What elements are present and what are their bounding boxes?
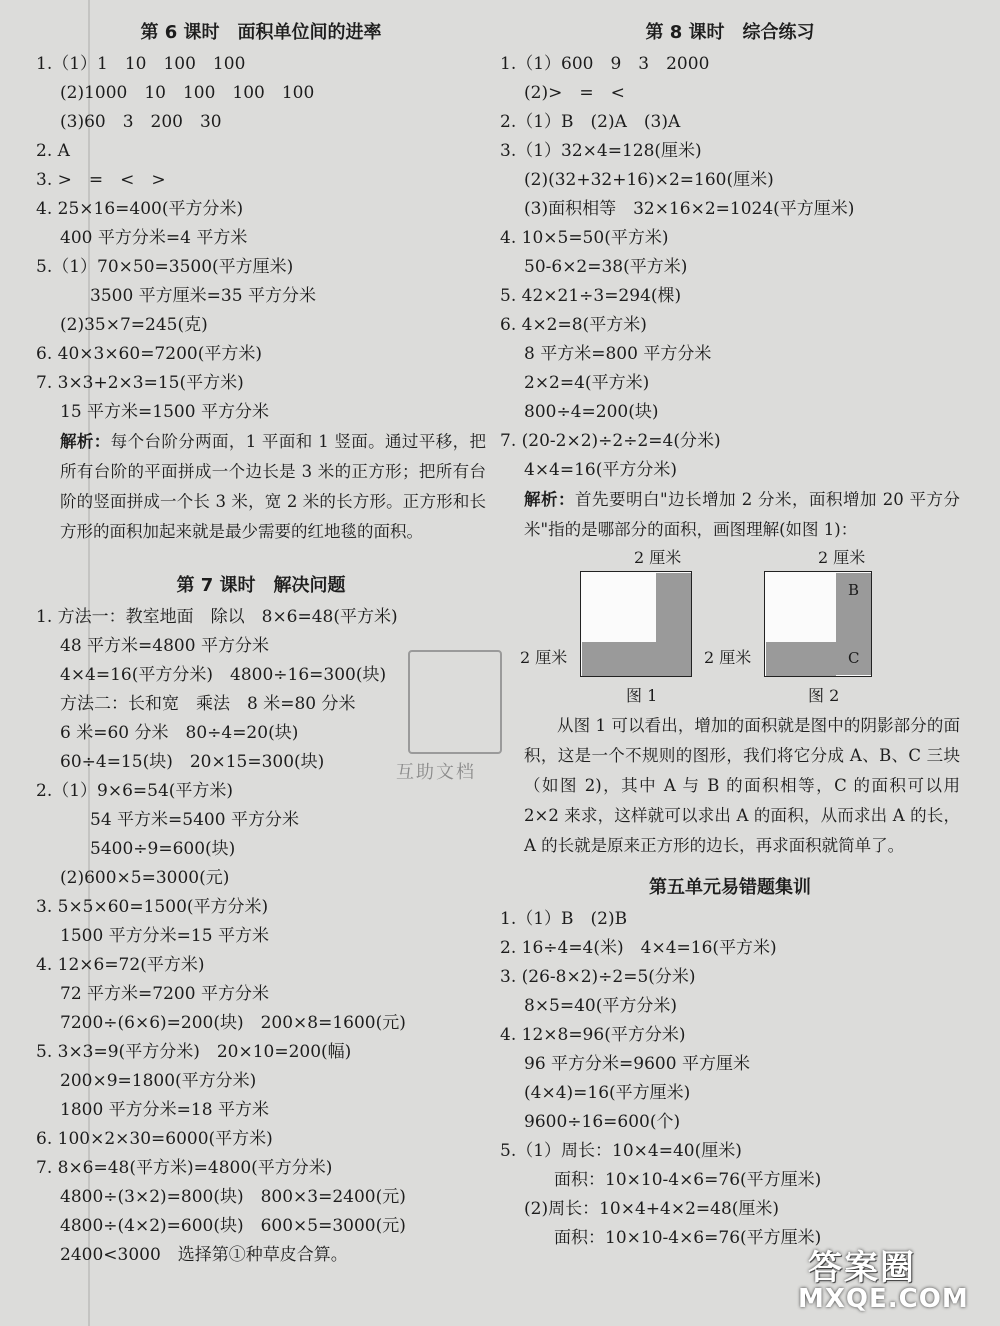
answer-line: 5.（1）周长：10×4=40(厘米) [500,1141,742,1161]
answer-line: 2.（1）B (2)A (3)A [500,112,681,132]
answer-line: 2400<3000 选择第①种草皮合算。 [60,1245,348,1265]
fig1-caption: 图 1 [626,686,658,705]
fig2-label-c: C [848,649,860,667]
analysis-tag: 解析： [60,432,111,451]
answer-line: 2. 16÷4=4(米) 4×4=16(平方米) [500,938,777,958]
answer-line: 3. > = < > [36,170,166,190]
answer-line: 4. 10×5=50(平方米) [500,228,669,248]
logo-domain: MXQE.COM [798,1284,969,1314]
answer-line: 5400÷9=600(块) [90,839,236,859]
answer-line: 2.（1）9×6=54(平方米) [36,781,234,801]
answer-line: 面积：10×10-4×6=76(平方厘米) [554,1170,822,1190]
answer-line: (2)> = < [524,83,625,103]
fig2-left-label: 2 厘米 [704,648,752,667]
lesson-8-explanation: 从图 1 可以看出，增加的面积就是图中的阴影部分的面积，这是一个不规则的图形，我们将它分成 A、B、C 三块（如图 2)，其中 A 与 B 的面积相等，C 的面积可以用 2×2 来求，这样就可以求出 A 的面积，从而求出 A 的长，A 的长就是原来正方形的边长，再求面积就简单了。 [524,716,960,855]
watermark-stamp [388,640,528,790]
logo-title: 答案圈 [808,1248,916,1288]
answer-line: 9600÷16=600(个) [524,1112,681,1132]
answer-line: 1.（1）B (2)B [500,909,628,929]
analysis-text: 首先要明白"边长增加 2 分米，面积增加 20 平方分米"指的是哪部分的面积，画图理解(如图 1)： [524,490,961,539]
unit-5-heading: 第五单元易错题集训 [649,877,811,898]
answer-line: 3.（1）32×4=128(厘米) [500,141,702,161]
fig1-shade-bottom [582,642,691,676]
answer-line: (4×4)=16(平方厘米) [524,1083,691,1103]
answer-line: 96 平方分米=9600 平方厘米 [524,1054,750,1074]
answer-line: 7200÷(6×6)=200(块) 200×8=1600(元) [60,1013,406,1033]
unit-5-answers [500,905,960,1253]
answer-line: (3)面积相等 32×16×2=1024(平方厘米) [524,199,855,219]
answer-line: 8 平方米=800 平方分米 [524,344,712,364]
answer-line: 4. 25×16=400(平方分米) [36,199,244,219]
answer-line: (2)35×7=245(克) [60,315,208,335]
answer-line: 4×4=16(平方分米) [524,460,678,480]
answer-line: 1. 方法一：教室地面 除以 8×6=48(平方米) [36,607,398,627]
answer-line: 8×5=40(平方分米) [524,996,678,1016]
answer-line: 60÷4=15(块) 20×15=300(块) [60,752,325,772]
fig2-top-label: 2 厘米 [818,548,866,567]
lesson-6-heading: 第 6 课时 面积单位间的进率 [140,22,382,43]
lesson-8-heading: 第 8 课时 综合练习 [645,22,815,43]
answer-line: 5.（1）70×50=3500(平方厘米) [36,257,294,277]
answer-line: 15 平方米=1500 平方分米 [60,402,269,422]
answer-line: (3)60 3 200 30 [60,112,222,132]
fig2-caption: 图 2 [808,686,840,705]
site-logo [738,1240,988,1320]
answer-line: 1500 平方分米=15 平方米 [60,926,269,946]
answer-line: 6. 100×2×30=6000(平方米) [36,1129,273,1149]
answer-line: 72 平方米=7200 平方分米 [60,984,269,1004]
answer-line: 方法二：长和宽 乘法 8 米=80 分米 [60,694,356,714]
answer-line: 4×4=16(平方分米) 4800÷16=300(块) [60,665,387,685]
lesson-6-analysis [36,427,486,547]
fig1-top-label: 2 厘米 [634,548,682,567]
watermark-text: 互助文档 [396,762,476,783]
answer-line: 7. 8×6=48(平方米)=4800(平方分米) [36,1158,333,1178]
answer-line: 1800 平方分米=18 平方米 [60,1100,269,1120]
answer-line: 2×2=4(平方米) [524,373,650,393]
watermark-glyph [408,650,502,754]
answer-line: 1.（1）600 9 3 2000 [500,54,710,74]
answer-line: 1.（1）1 10 100 100 [36,54,246,74]
answer-line: 48 平方米=4800 平方分米 [60,636,269,656]
answer-line: 3. 5×5×60=1500(平方分米) [36,897,269,917]
answer-line: 3500 平方厘米=35 平方分米 [90,286,316,306]
answer-line: (2)(32+32+16)×2=160(厘米) [524,170,774,190]
figure-1 [514,545,714,711]
analysis-text: 每个台阶分两面，1 平面和 1 竖面。通过平移，把所有台阶的平面拼成一个边长是 3 米的正方形；把所有台阶的竖面拼成一个长 3 米，宽 2 米的长方形。正方形和长方形的面积加起来就是最少需要的红地毯的面积。 [60,432,486,541]
fig2-label-b: B [848,581,860,599]
answer-line: 800÷4=200(块) [524,402,659,422]
lesson-8-answers [500,50,960,485]
answer-line: 6 米=60 分米 80÷4=20(块) [60,723,299,743]
answer-line: 4800÷(3×2)=800(块) 800×3=2400(元) [60,1187,406,1207]
answer-line: 4800÷(4×2)=600(块) 600×5=3000(元) [60,1216,406,1236]
lesson-8-analysis [500,485,960,545]
figures [504,545,960,711]
fig2-shade-bottom [766,642,836,676]
lesson-6-answers [36,50,486,427]
answer-line: 面积：10×10-4×6=76(平方厘米) [554,1228,822,1248]
answer-line: 50-6×2=38(平方米) [524,257,688,277]
answer-line: 6. 40×3×60=7200(平方米) [36,344,262,364]
answer-line: 400 平方分米=4 平方米 [60,228,248,248]
lesson-7-heading: 第 7 课时 解决问题 [176,575,346,596]
answer-line: 200×9=1800(平方分米) [60,1071,257,1091]
answer-line: (2)600×5=3000(元) [60,868,230,888]
answer-line: 2. A [36,141,70,161]
answer-line: 5. 42×21÷3=294(棵) [500,286,682,306]
answer-line: 6. 4×2=8(平方米) [500,315,647,335]
answer-line: 5. 3×3=9(平方分米) 20×10=200(幅) [36,1042,352,1062]
answer-line: (2)1000 10 100 100 100 [60,83,315,103]
figure-2 [700,545,900,711]
right-column [500,18,960,1253]
answer-line: (2)周长：10×4+4×2=48(厘米) [524,1199,780,1219]
fig1-left-label: 2 厘米 [520,648,568,667]
answer-line: 3. (26-8×2)÷2=5(分米) [500,967,696,987]
answer-line: 4. 12×8=96(平方分米) [500,1025,686,1045]
analysis-tag: 解析： [524,490,575,509]
answer-line: 7. (20-2×2)÷2÷2=4(分米) [500,431,721,451]
answer-line: 7. 3×3+2×3=15(平方米) [36,373,244,393]
answer-line: 54 平方米=5400 平方分米 [90,810,299,830]
answer-line: 4. 12×6=72(平方米) [36,955,205,975]
